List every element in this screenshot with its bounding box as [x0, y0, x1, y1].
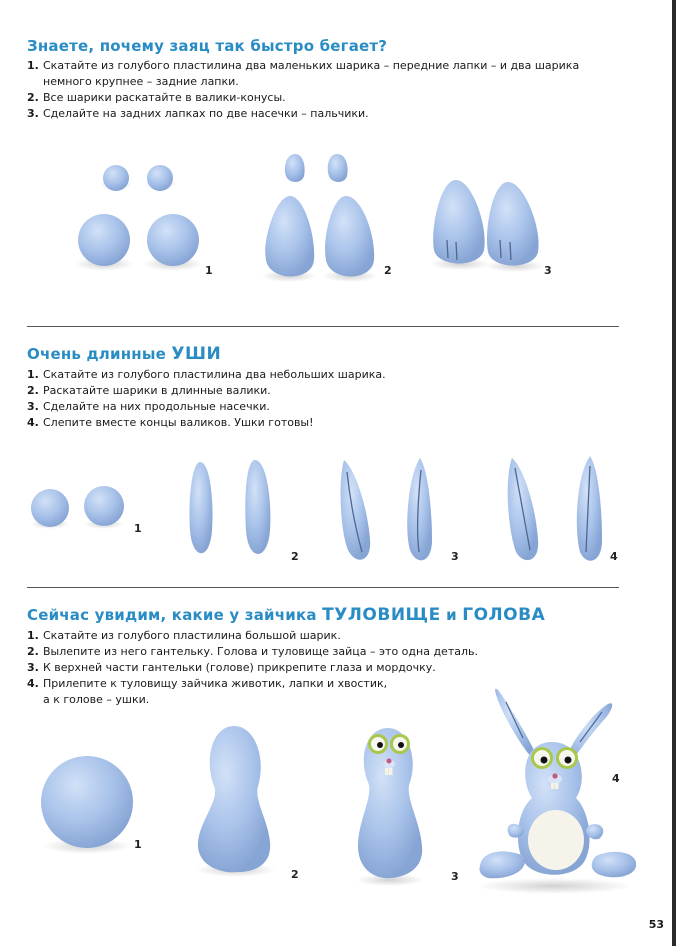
step-text: Вылепите из него гантельку. Голова и туловище зайца – это одна деталь. — [43, 645, 478, 658]
step-number: 4. — [27, 416, 39, 429]
title-text: Сейчас увидим, какие у зайчика — [27, 606, 323, 624]
step-item — [27, 90, 627, 106]
figure-label: 1 — [134, 522, 142, 535]
title-emphasis: ГОЛОВА — [462, 605, 546, 625]
figure-label: 4 — [610, 550, 618, 563]
body-step-4 — [477, 689, 636, 894]
ears-step-3 — [341, 458, 432, 560]
step-text: Раскатайте шарики в длинные валики. — [43, 384, 271, 397]
step-number: 2. — [27, 91, 39, 104]
step-item — [27, 106, 627, 122]
step-number: 1. — [27, 368, 39, 381]
step-item — [27, 692, 627, 708]
figure-label: 3 — [451, 870, 459, 883]
step-text: К верхней части гантельки (голове) прикрепите глаза и мордочку. — [43, 661, 436, 674]
section-paws-steps — [27, 58, 627, 122]
step-text: Все шарики раскатайте в валики-конусы. — [43, 91, 286, 104]
step-number: 3. — [27, 107, 39, 120]
step-number: 2. — [27, 384, 39, 397]
ears-step-2 — [189, 460, 270, 554]
step-item — [27, 367, 627, 383]
section-body-head — [27, 605, 627, 708]
paws-step-3 — [430, 180, 545, 272]
step-number: 1. — [27, 629, 39, 642]
section-body-head-title — [27, 605, 627, 625]
step-item — [27, 628, 627, 644]
title-emphasis: УШИ — [171, 344, 222, 364]
step-number: 3. — [27, 661, 39, 674]
section-divider — [27, 326, 619, 327]
body-step-3 — [356, 728, 424, 886]
figure-label: 1 — [205, 264, 213, 277]
section-body-head-steps — [27, 628, 627, 708]
section-ears — [27, 344, 627, 431]
step-item — [27, 74, 627, 90]
step-text: а к голове – ушки. — [43, 693, 150, 706]
step-item — [27, 383, 627, 399]
step-text: Скатайте из голубого пластилина большой шарик. — [43, 629, 341, 642]
section-divider — [27, 587, 619, 588]
title-text: и — [440, 606, 463, 624]
step-item — [27, 644, 627, 660]
step-text: Скатайте из голубого пластилина два маленьких шарика – передние лапки – и два шарика — [43, 59, 580, 72]
step-text: Слепите вместе концы валиков. Ушки готовы! — [43, 416, 314, 429]
step-number: 4. — [27, 677, 39, 690]
figure-label: 4 — [612, 772, 620, 785]
ears-step-4 — [508, 456, 602, 561]
section-paws — [27, 37, 627, 122]
step-item — [27, 676, 627, 692]
step-item — [27, 399, 627, 415]
step-number: 1. — [27, 59, 39, 72]
step-item — [27, 58, 627, 74]
step-number: 2. — [27, 645, 39, 658]
figure-label: 3 — [451, 550, 459, 563]
section-ears-steps — [27, 367, 627, 431]
step-item — [27, 660, 627, 676]
figure-label: 2 — [384, 264, 392, 277]
figure-label: 2 — [291, 550, 299, 563]
section-paws-title: Знаете, почему заяц так быстро бегает? — [27, 37, 388, 55]
title-emphasis: ТУЛОВИЩЕ — [322, 605, 441, 625]
ears-step-1 — [30, 486, 124, 529]
page-number: 53 — [648, 918, 664, 931]
body-step-1 — [41, 756, 133, 854]
step-text: Сделайте на задних лапках по две насечки – пальчики. — [43, 107, 369, 120]
step-number: 3. — [27, 400, 39, 413]
section-ears-title — [27, 344, 627, 364]
step-text: Прилепите к туловищу зайчика животик, лапки и хвостик, — [43, 677, 388, 690]
paws-step-1 — [74, 165, 203, 271]
figure-label: 3 — [544, 264, 552, 277]
figure-label: 1 — [134, 838, 142, 851]
figure-label: 2 — [291, 868, 299, 881]
body-step-2 — [196, 726, 276, 877]
title-text: Очень длинные — [27, 345, 172, 363]
step-text: Скатайте из голубого пластилина два небольших шарика. — [43, 368, 386, 381]
step-text: Сделайте на них продольные насечки. — [43, 400, 270, 413]
step-text: немного крупнее – задние лапки. — [43, 75, 239, 88]
paws-step-2 — [261, 154, 378, 282]
step-item — [27, 415, 627, 431]
